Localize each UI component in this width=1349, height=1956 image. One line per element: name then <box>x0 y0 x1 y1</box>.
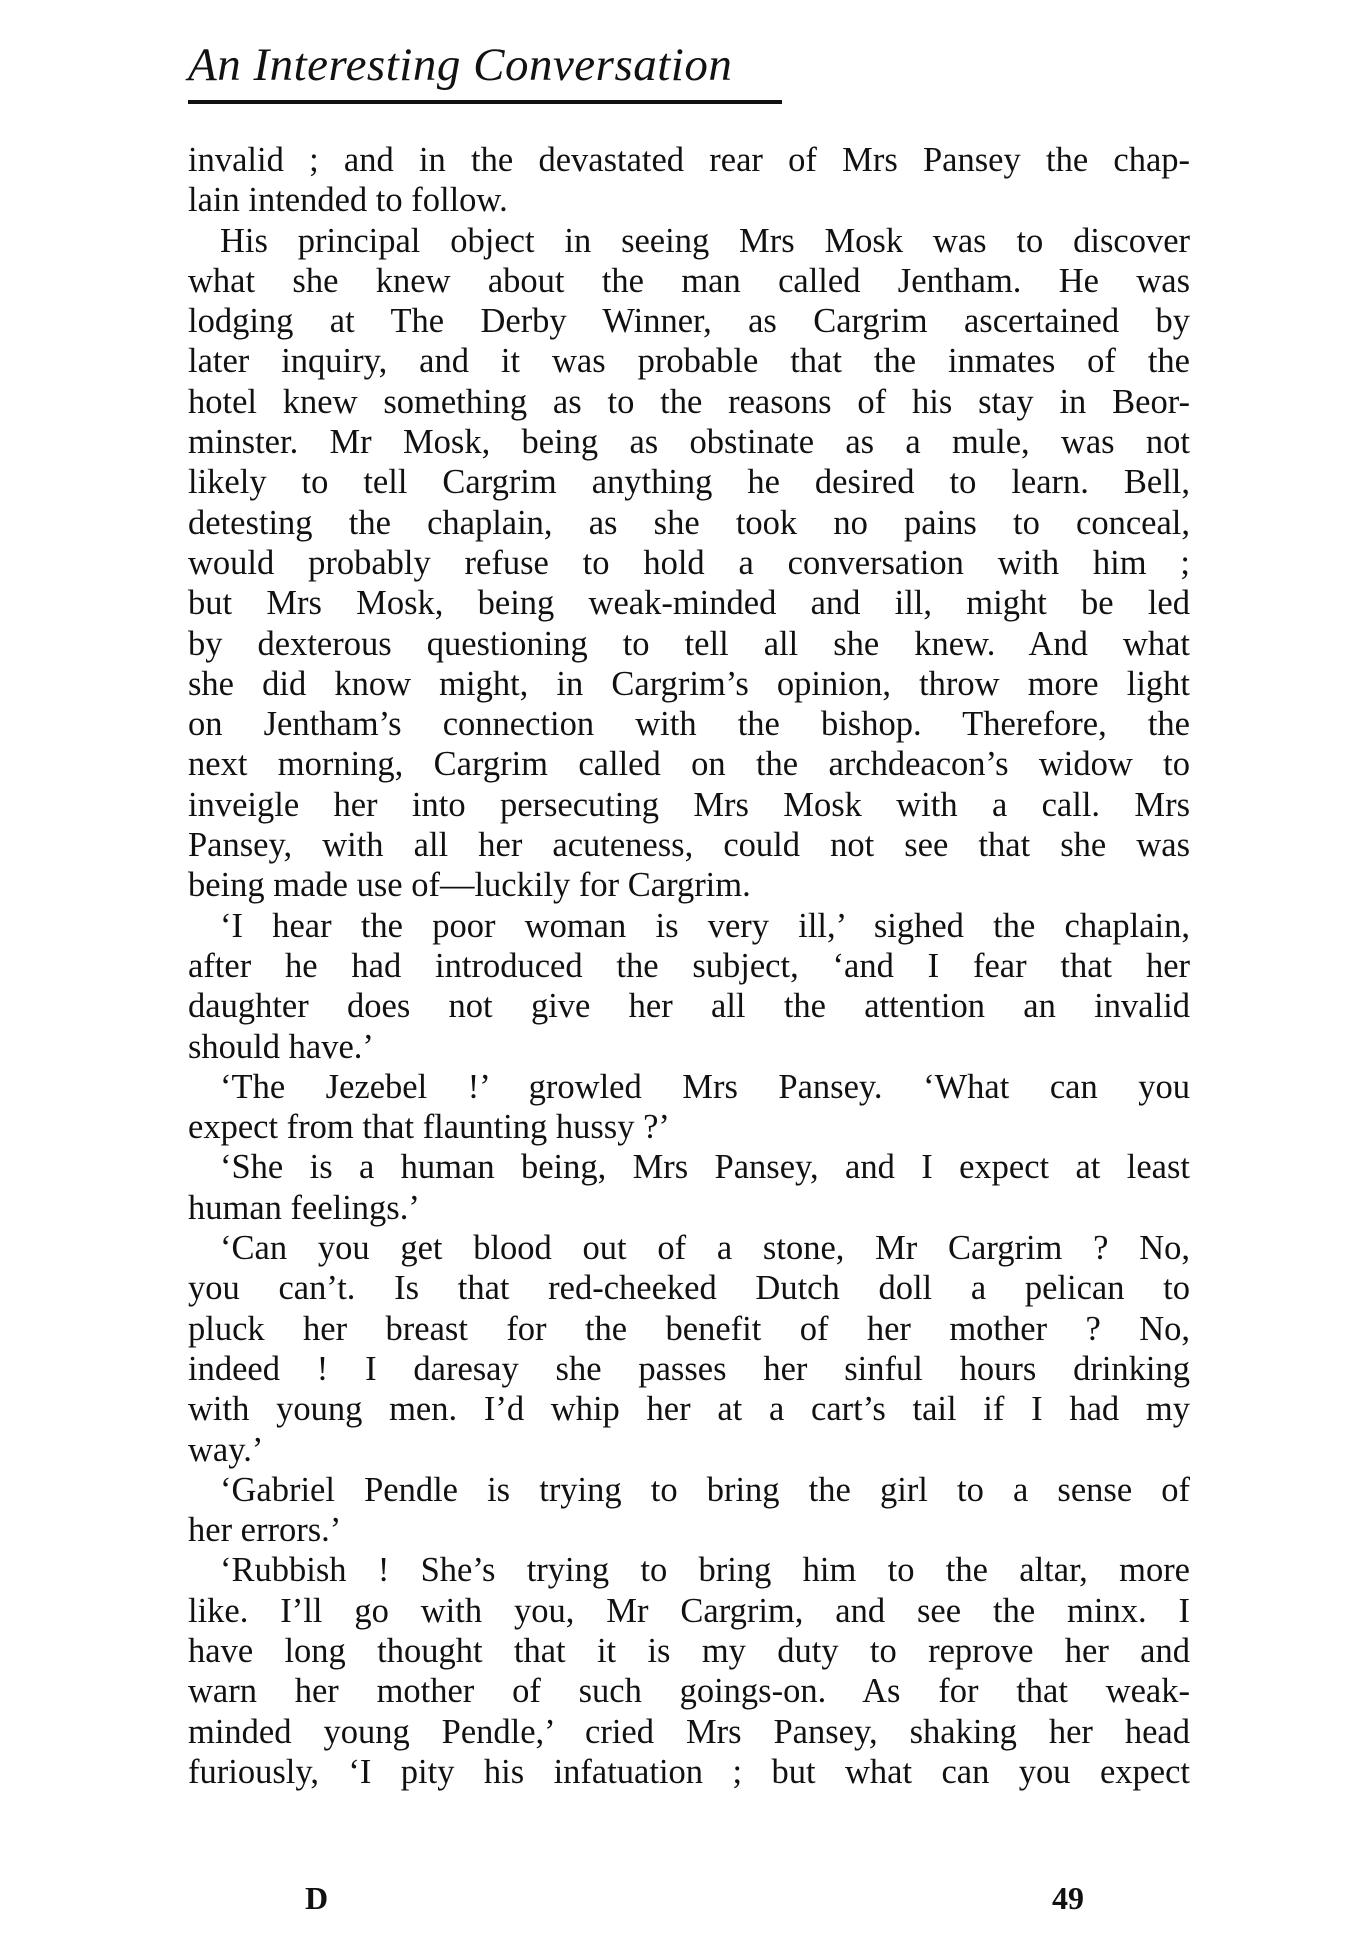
text-line: ‘Gabriel Pendle is trying to bring the girl to a sense of <box>220 1470 1190 1509</box>
text-line: being made use of—luckily for Cargrim. <box>188 866 751 905</box>
text-line: after he had introduced the subject, ‘and I fear that her <box>188 946 1190 985</box>
text-line: hotel knew something as to the reasons of his stay in Beor- <box>188 382 1190 421</box>
text-line: ‘The Jezebel !’ growled Mrs Pansey. ‘What can you <box>220 1067 1190 1106</box>
text-line: her errors.’ <box>188 1511 342 1550</box>
text-line: by dexterous questioning to tell all she knew. And what <box>188 624 1190 663</box>
text-line: minded young Pendle,’ cried Mrs Pansey, shaking her head <box>188 1712 1190 1751</box>
text-line: pluck her breast for the benefit of her mother ? No, <box>188 1309 1190 1348</box>
text-line: ‘Rubbish ! She’s trying to bring him to the altar, more <box>220 1551 1190 1590</box>
text-line: ‘She is a human being, Mrs Pansey, and I expect at least <box>220 1148 1190 1187</box>
text-line: Pansey, with all her acuteness, could not see that she was <box>188 826 1190 865</box>
text-line: on Jentham’s connection with the bishop. Therefore, the <box>188 705 1190 744</box>
text-line: furiously, ‘I pity his infatuation ; but what can you expect <box>188 1752 1190 1791</box>
text-line: His principal object in seeing Mrs Mosk was to discover <box>220 221 1190 260</box>
running-head-title: An Interesting Conversation <box>188 39 733 91</box>
text-line: have long thought that it is my duty to reprove her and <box>188 1631 1190 1670</box>
text-line: inveigle her into persecuting Mrs Mosk with a call. Mrs <box>188 785 1190 824</box>
text-line: daughter does not give her all the attention an invalid <box>188 987 1190 1026</box>
text-line: lodging at The Derby Winner, as Cargrim ascertained by <box>188 302 1190 341</box>
page-number: 49 <box>1052 1880 1084 1916</box>
text-line: next morning, Cargrim called on the archdeacon’s widow to <box>188 745 1190 784</box>
text-line: way.’ <box>188 1430 264 1469</box>
text-line: you can’t. Is that red-cheeked Dutch doll a pelican to <box>188 1269 1190 1308</box>
text-line: should have.’ <box>188 1027 374 1066</box>
text-line: but Mrs Mosk, being weak-minded and ill, might be led <box>188 584 1190 623</box>
text-line: later inquiry, and it was probable that the inmates of the <box>188 342 1190 381</box>
text-line: like. I’ll go with you, Mr Cargrim, and see the minx. I <box>188 1591 1190 1630</box>
text-line: what she knew about the man called Jentham. He was <box>188 261 1190 300</box>
text-line: minster. Mr Mosk, being as obstinate as a mule, was not <box>188 423 1190 462</box>
text-line: invalid ; and in the devastated rear of Mrs Pansey the chap- <box>188 141 1190 179</box>
text-line: would probably refuse to hold a conversation with him ; <box>188 543 1190 582</box>
header-rule <box>188 100 782 104</box>
text-line: she did know might, in Cargrim’s opinion, throw more light <box>188 664 1190 703</box>
text-line: expect from that flaunting hussy ?’ <box>188 1108 670 1147</box>
text-line: warn her mother of such goings-on. As for that weak- <box>188 1672 1190 1711</box>
text-line: with young men. I’d whip her at a cart’s tail if I had my <box>188 1390 1190 1429</box>
text-line: detesting the chaplain, as she took no pains to conceal, <box>188 503 1190 542</box>
text-line: likely to tell Cargrim anything he desired to learn. Bell, <box>188 463 1190 502</box>
signature-mark: D <box>305 1880 329 1916</box>
text-line: indeed ! I daresay she passes her sinful hours drinking <box>188 1349 1190 1388</box>
text-line: ‘Can you get blood out of a stone, Mr Cargrim ? No, <box>220 1229 1190 1268</box>
text-line: ‘I hear the poor woman is very ill,’ sighed the chaplain, <box>220 906 1190 945</box>
body-text <box>188 140 1190 1792</box>
text-line: lain intended to follow. <box>188 181 508 220</box>
text-line: human feelings.’ <box>188 1188 420 1227</box>
